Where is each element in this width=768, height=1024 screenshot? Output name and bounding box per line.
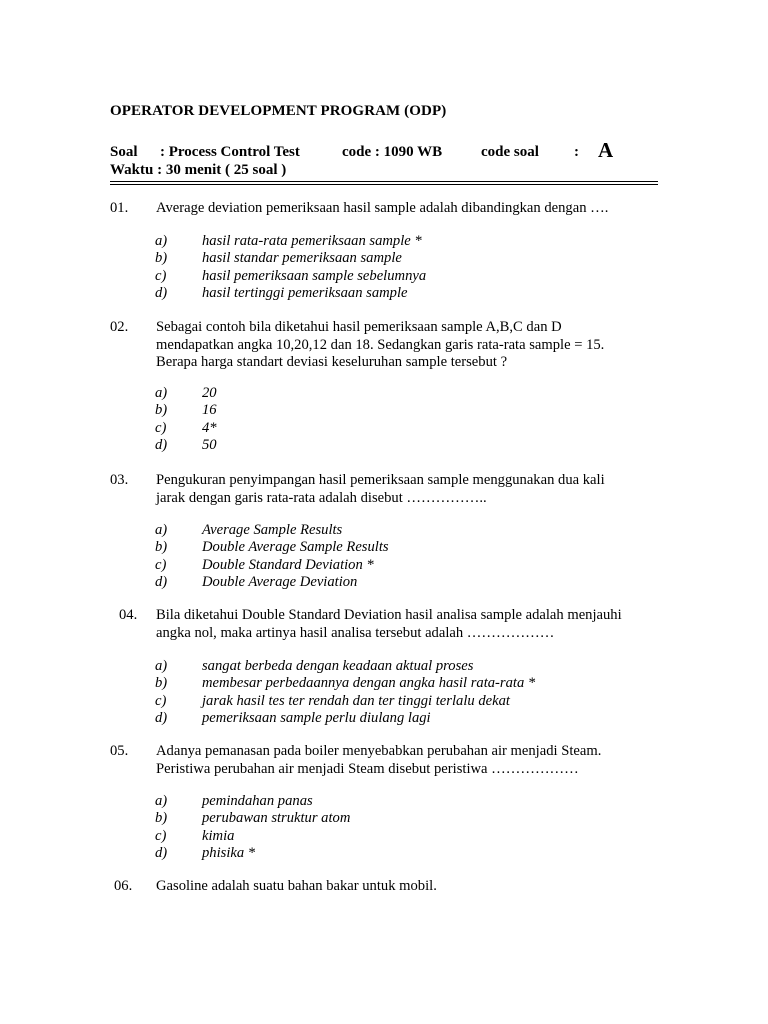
soal-value: : Process Control Test [160, 144, 300, 160]
header-rule-top [110, 181, 658, 182]
option-text: pemindahan panas [202, 793, 313, 809]
option-letter: b) [155, 250, 168, 267]
question-line: Peristiwa perubahan air menjadi Steam disebut peristiwa ……………… [156, 760, 579, 777]
question-number: 02. [110, 319, 129, 335]
question-line: angka nol, maka artinya hasil analisa tersebut adalah ……………… [156, 624, 555, 641]
code-soal-label: code soal [481, 144, 539, 160]
header-rule-bottom [110, 184, 658, 185]
option-letter: c) [155, 692, 167, 709]
question-line: jarak dengan garis rata-rata adalah disebut …………….. [156, 489, 487, 506]
code-soal-value: A [598, 138, 614, 162]
option-text: Double Average Deviation [202, 574, 358, 591]
option-text: Double Average Sample Results [202, 539, 389, 556]
code-soal-colon: : [574, 144, 579, 160]
code-number: code : 1090 WB [342, 144, 443, 160]
question-text [156, 472, 656, 507]
question-number: 05. [110, 743, 129, 759]
option-text: hasil standar pemeriksaan sample [202, 250, 402, 267]
option-letter: c) [155, 267, 167, 284]
option-text: perubawan struktur atom [202, 810, 351, 827]
soal-label: Soal [110, 144, 138, 160]
question-line: Sebagai contoh bila diketahui hasil pemeriksaan sample A,B,C dan D [156, 319, 562, 335]
option-letter: a) [155, 793, 168, 809]
option-letter: a) [155, 385, 168, 401]
question-line: Adanya pemanasan pada boiler menyebabkan perubahan air menjadi Steam. [156, 743, 602, 759]
option-text: hasil tertinggi pemeriksaan sample [202, 285, 408, 302]
option-text: 50 [202, 437, 217, 454]
option-letter: a) [155, 522, 168, 538]
option-letter: b) [155, 539, 168, 556]
option-letter: d) [155, 574, 168, 591]
question-text [156, 743, 656, 778]
option-letter: c) [155, 827, 167, 844]
question-number: 04. [119, 607, 138, 623]
document-title: OPERATOR DEVELOPMENT PROGRAM (ODP) [110, 103, 447, 119]
question-line: Average deviation pemeriksaan hasil sample adalah dibandingkan dengan …. [156, 200, 609, 216]
question-number: 06. [114, 878, 133, 894]
question-number: 03. [110, 472, 129, 488]
question-line: Bila diketahui Double Standard Deviation hasil analisa sample adalah menjauhi [156, 607, 622, 623]
waktu-line: Waktu : 30 menit ( 25 soal ) [110, 162, 287, 178]
question-number: 01. [110, 200, 129, 216]
question-text [156, 200, 656, 218]
option-letter: d) [155, 285, 168, 302]
option-text: kimia [202, 827, 235, 844]
question-text [156, 878, 656, 896]
option-letter: d) [155, 710, 168, 727]
option-text: sangat berbeda dengan keadaan aktual proses [202, 658, 474, 674]
option-text: 20 [202, 385, 217, 401]
option-letter: b) [155, 402, 168, 419]
question-line: Berapa harga standart deviasi keseluruhan sample tersebut ? [156, 354, 508, 370]
question-line: Pengukuran penyimpangan hasil pemeriksaan sample menggunakan dua kali [156, 472, 605, 488]
option-text: Double Standard Deviation * [202, 556, 374, 573]
option-letter: b) [155, 810, 168, 827]
option-text: hasil rata-rata pemeriksaan sample * [202, 233, 422, 249]
question-line: Gasoline adalah suatu bahan bakar untuk mobil. [156, 878, 437, 894]
option-letter: d) [155, 437, 168, 454]
option-text: 16 [202, 402, 217, 419]
option-text: membesar perbedaannya dengan angka hasil rata-rata * [202, 675, 536, 692]
option-text: 4* [202, 419, 217, 436]
option-letter: b) [155, 675, 168, 692]
option-text: hasil pemeriksaan sample sebelumnya [202, 267, 427, 284]
option-letter: a) [155, 658, 168, 674]
option-text: phisika * [202, 845, 256, 862]
option-text: pemeriksaan sample perlu diulang lagi [202, 710, 431, 727]
option-letter: c) [155, 419, 167, 436]
question-line: mendapatkan angka 10,20,12 dan 18. Sedangkan garis rata-rata sample = 15. [156, 336, 605, 353]
option-text: Average Sample Results [202, 522, 343, 538]
question-text [156, 319, 656, 372]
option-letter: c) [155, 556, 167, 573]
option-letter: d) [155, 845, 168, 862]
option-letter: a) [155, 233, 168, 249]
option-text: jarak hasil tes ter rendah dan ter tinggi terlalu dekat [202, 692, 510, 709]
question-text [156, 607, 656, 642]
